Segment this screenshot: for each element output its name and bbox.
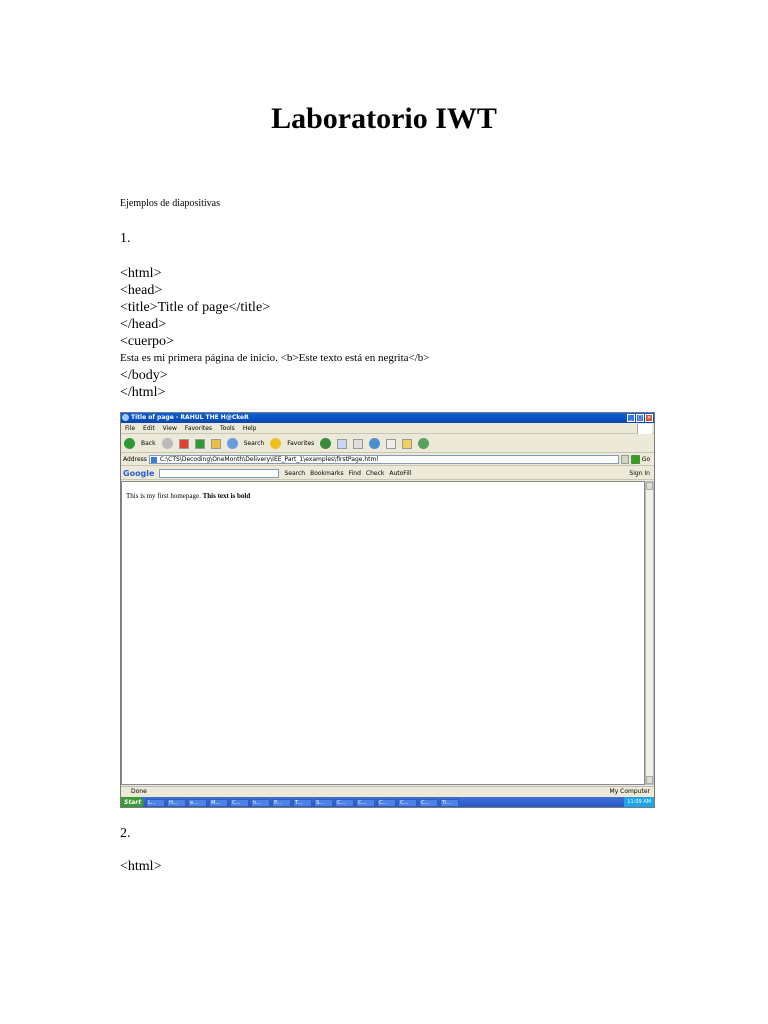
menu-edit[interactable]: Edit xyxy=(143,425,155,432)
minimize-icon[interactable]: _ xyxy=(627,414,635,422)
menu-favorites[interactable]: Favorites xyxy=(184,425,213,432)
code-line: <cuerpo> xyxy=(120,334,174,349)
google-find-button[interactable]: Find xyxy=(348,469,361,477)
menu-file[interactable]: File xyxy=(125,425,136,432)
taskbar-item[interactable]: h... xyxy=(251,799,270,807)
scroll-up-icon[interactable] xyxy=(646,482,653,490)
taskbar-item[interactable]: C... xyxy=(230,799,249,807)
google-bookmarks-button[interactable]: Bookmarks xyxy=(310,469,344,477)
status-text: Done xyxy=(131,788,147,795)
taskbar-item[interactable]: P... xyxy=(272,799,291,807)
scrollbar[interactable] xyxy=(645,481,654,785)
address-input[interactable] xyxy=(149,455,619,464)
taskbar-item[interactable]: C... xyxy=(377,799,396,807)
google-autofill-button[interactable]: AutoFill xyxy=(389,469,412,477)
menu-bar xyxy=(121,424,654,434)
google-check-button[interactable]: Check xyxy=(365,469,385,477)
go-button[interactable]: Go xyxy=(641,456,651,463)
subtitle: Ejemplos de diapositivas xyxy=(120,198,220,209)
code-line: </html> xyxy=(120,385,166,400)
home-icon[interactable] xyxy=(211,439,221,449)
page-text-bold: This text is bold xyxy=(202,492,251,500)
address-dropdown-icon[interactable] xyxy=(621,455,629,464)
code-line: <html> xyxy=(120,266,162,281)
taskbar-item[interactable]: L... xyxy=(146,799,165,807)
history-icon[interactable] xyxy=(320,438,331,449)
forward-icon[interactable] xyxy=(162,438,173,449)
taskbar-item[interactable]: e... xyxy=(188,799,207,807)
google-logo[interactable]: Google xyxy=(123,468,155,478)
ie-icon xyxy=(122,414,129,421)
edit-icon[interactable] xyxy=(386,439,396,449)
google-search-input[interactable] xyxy=(159,469,279,478)
code-line: <title>Title of page</title> xyxy=(120,300,271,315)
search-button[interactable]: Search xyxy=(243,440,265,447)
google-search-button[interactable]: Search xyxy=(284,469,306,477)
taskbar-item[interactable]: C... xyxy=(419,799,438,807)
menu-tools[interactable]: Tools xyxy=(220,425,235,432)
code-line: </head> xyxy=(120,317,167,332)
section-number-2: 2. xyxy=(120,826,131,841)
code-body-line: Esta es mi primera página de inicio. <b>Este texto está en negrita</b> xyxy=(120,352,430,364)
tools-icon[interactable] xyxy=(418,438,429,449)
window-title: Title of page - RAHUL THE H@CkeR xyxy=(131,414,249,421)
start-button[interactable]: Start xyxy=(121,797,144,808)
page-title: Laboratorio IWT xyxy=(271,102,497,135)
browser-screenshot xyxy=(120,412,655,808)
google-sign-in-button[interactable]: Sign In xyxy=(629,469,650,477)
taskbar-clock: 11:09 AM xyxy=(624,797,654,808)
taskbar-item[interactable]: M... xyxy=(209,799,228,807)
taskbar-item[interactable]: H... xyxy=(167,799,186,807)
taskbar-item[interactable]: C... xyxy=(398,799,417,807)
code-line: <head> xyxy=(120,283,163,298)
menu-view[interactable]: View xyxy=(162,425,177,432)
code-line: <html> xyxy=(120,859,162,874)
taskbar-item[interactable]: T... xyxy=(293,799,312,807)
menu-help[interactable]: Help xyxy=(242,425,257,432)
zone-text: My Computer xyxy=(609,788,650,795)
print-icon[interactable] xyxy=(353,439,363,449)
section-number-1: 1. xyxy=(120,231,131,246)
page-text-normal: This is my first homepage. xyxy=(126,492,201,500)
window-titlebar xyxy=(121,413,654,423)
address-value: C:\CTS\Decoding\OneMonth\Delivery\IEE_Part_1\examples\firstPage.html xyxy=(159,456,379,463)
taskbar-item[interactable]: S... xyxy=(314,799,333,807)
folder-icon[interactable] xyxy=(402,439,412,449)
windows-logo-icon xyxy=(637,424,652,434)
code-line: </body> xyxy=(120,368,168,383)
taskbar-item[interactable]: Ti... xyxy=(440,799,459,807)
address-label: Address xyxy=(123,456,147,463)
browser-content xyxy=(121,481,645,785)
status-bar xyxy=(121,786,654,796)
taskbar-item[interactable]: C... xyxy=(335,799,354,807)
search-icon[interactable] xyxy=(227,438,238,449)
maximize-icon[interactable]: □ xyxy=(637,415,643,421)
toolbar xyxy=(121,435,654,453)
close-icon[interactable]: × xyxy=(646,415,652,421)
back-button[interactable]: Back xyxy=(141,440,156,447)
stop-icon[interactable] xyxy=(179,439,189,449)
messenger-icon[interactable] xyxy=(369,438,380,449)
refresh-icon[interactable] xyxy=(195,439,205,449)
favorites-icon[interactable] xyxy=(270,438,281,449)
scroll-down-icon[interactable] xyxy=(646,776,653,784)
back-icon[interactable] xyxy=(124,438,135,449)
page-text xyxy=(126,492,250,500)
mail-icon[interactable] xyxy=(337,439,347,449)
go-icon[interactable] xyxy=(631,455,640,464)
page-icon xyxy=(151,457,157,463)
favorites-button[interactable]: Favorites xyxy=(287,440,315,447)
code-block xyxy=(120,265,430,401)
address-bar xyxy=(121,454,654,466)
taskbar-item[interactable]: C... xyxy=(356,799,375,807)
taskbar xyxy=(121,797,654,808)
google-toolbar xyxy=(121,467,654,480)
